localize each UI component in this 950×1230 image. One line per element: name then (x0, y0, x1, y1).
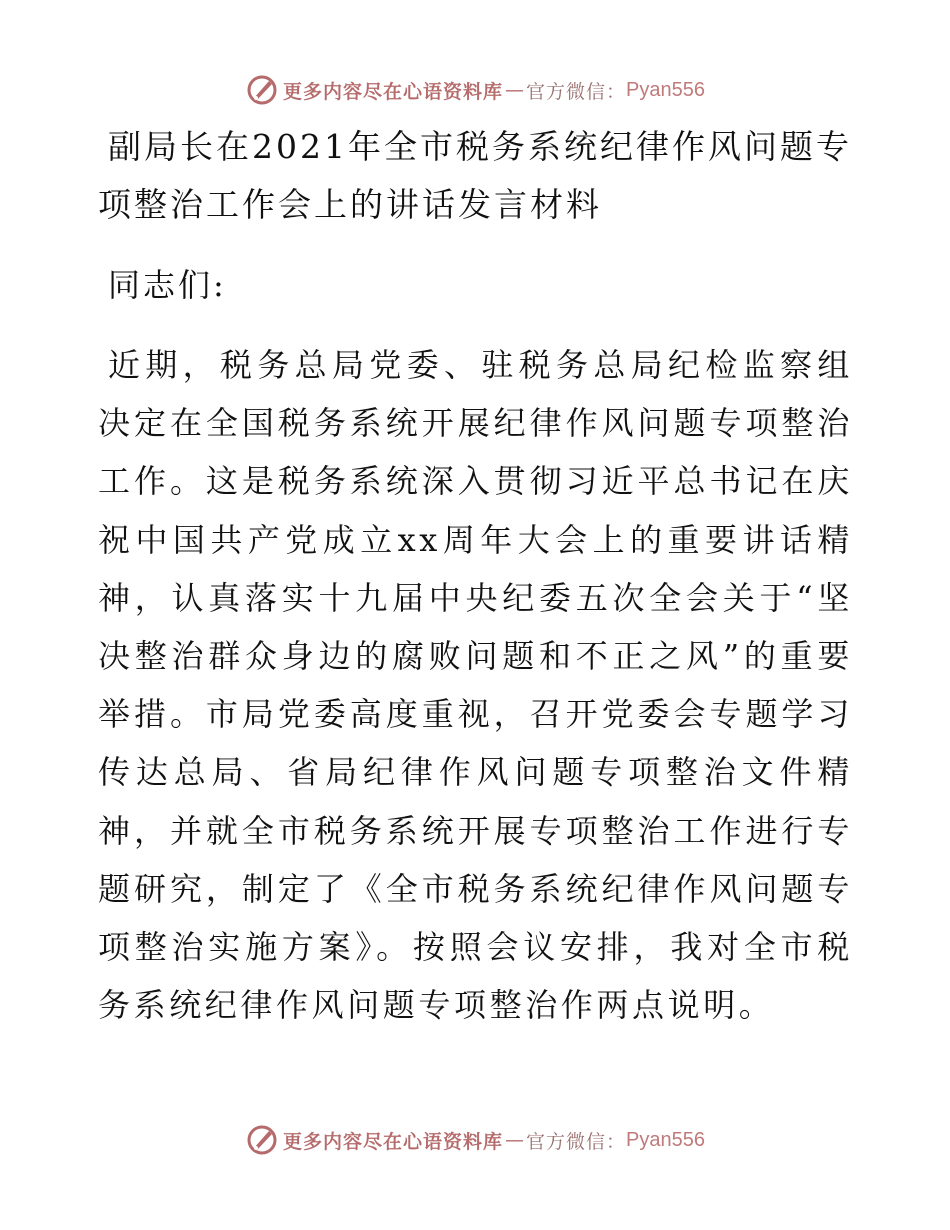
watermark-wechat-id: Pyan556 (626, 78, 705, 101)
watermark-main-text: 更多内容尽在心语资料库 (283, 1130, 504, 1153)
pen-logo-icon (245, 73, 279, 107)
header-watermark (0, 70, 950, 110)
watermark-separator: — (505, 1129, 525, 1151)
footer-watermark (0, 1120, 950, 1160)
watermark-separator: — (505, 79, 525, 101)
watermark-main-text: 更多内容尽在心语资料库 (283, 80, 504, 103)
watermark-wechat-label: 官方微信： (526, 1130, 627, 1153)
pen-logo-icon (245, 1123, 279, 1157)
watermark-wechat-label: 官方微信： (526, 80, 627, 103)
document-title: 副局长在2021年全市税务系统纪律作风问题专项整治工作会上的讲话发言材料 (98, 127, 852, 224)
salutation: 同志们: (108, 266, 227, 304)
paragraph: 近期，税务总局党委、驻税务总局纪检监察组决定在全国税务系统开展纪律作风问题专项整治工作。这是税务系统深入贯彻习近平总书记在庆祝中国共产党成立xx周年大会上的重要讲话精神，认真落实十九届中央纪委五次全会关于“坚决整治群众身边的腐败问题和不正之风”的重要举措。市局党委高度重视，召开党委会专题学习传达总局、省局纪律作风问题专项整治文件精神，并就全市税务系统开展专项整治工作进行专题研究，制定了《全市税务系统纪律作风问题专项整治实施方案》。按照会议安排，我对全市税务系统纪律作风问题专项整治作两点说明。 (98, 346, 853, 1025)
document-body (98, 118, 853, 1034)
watermark-wechat-id: Pyan556 (626, 1128, 705, 1151)
